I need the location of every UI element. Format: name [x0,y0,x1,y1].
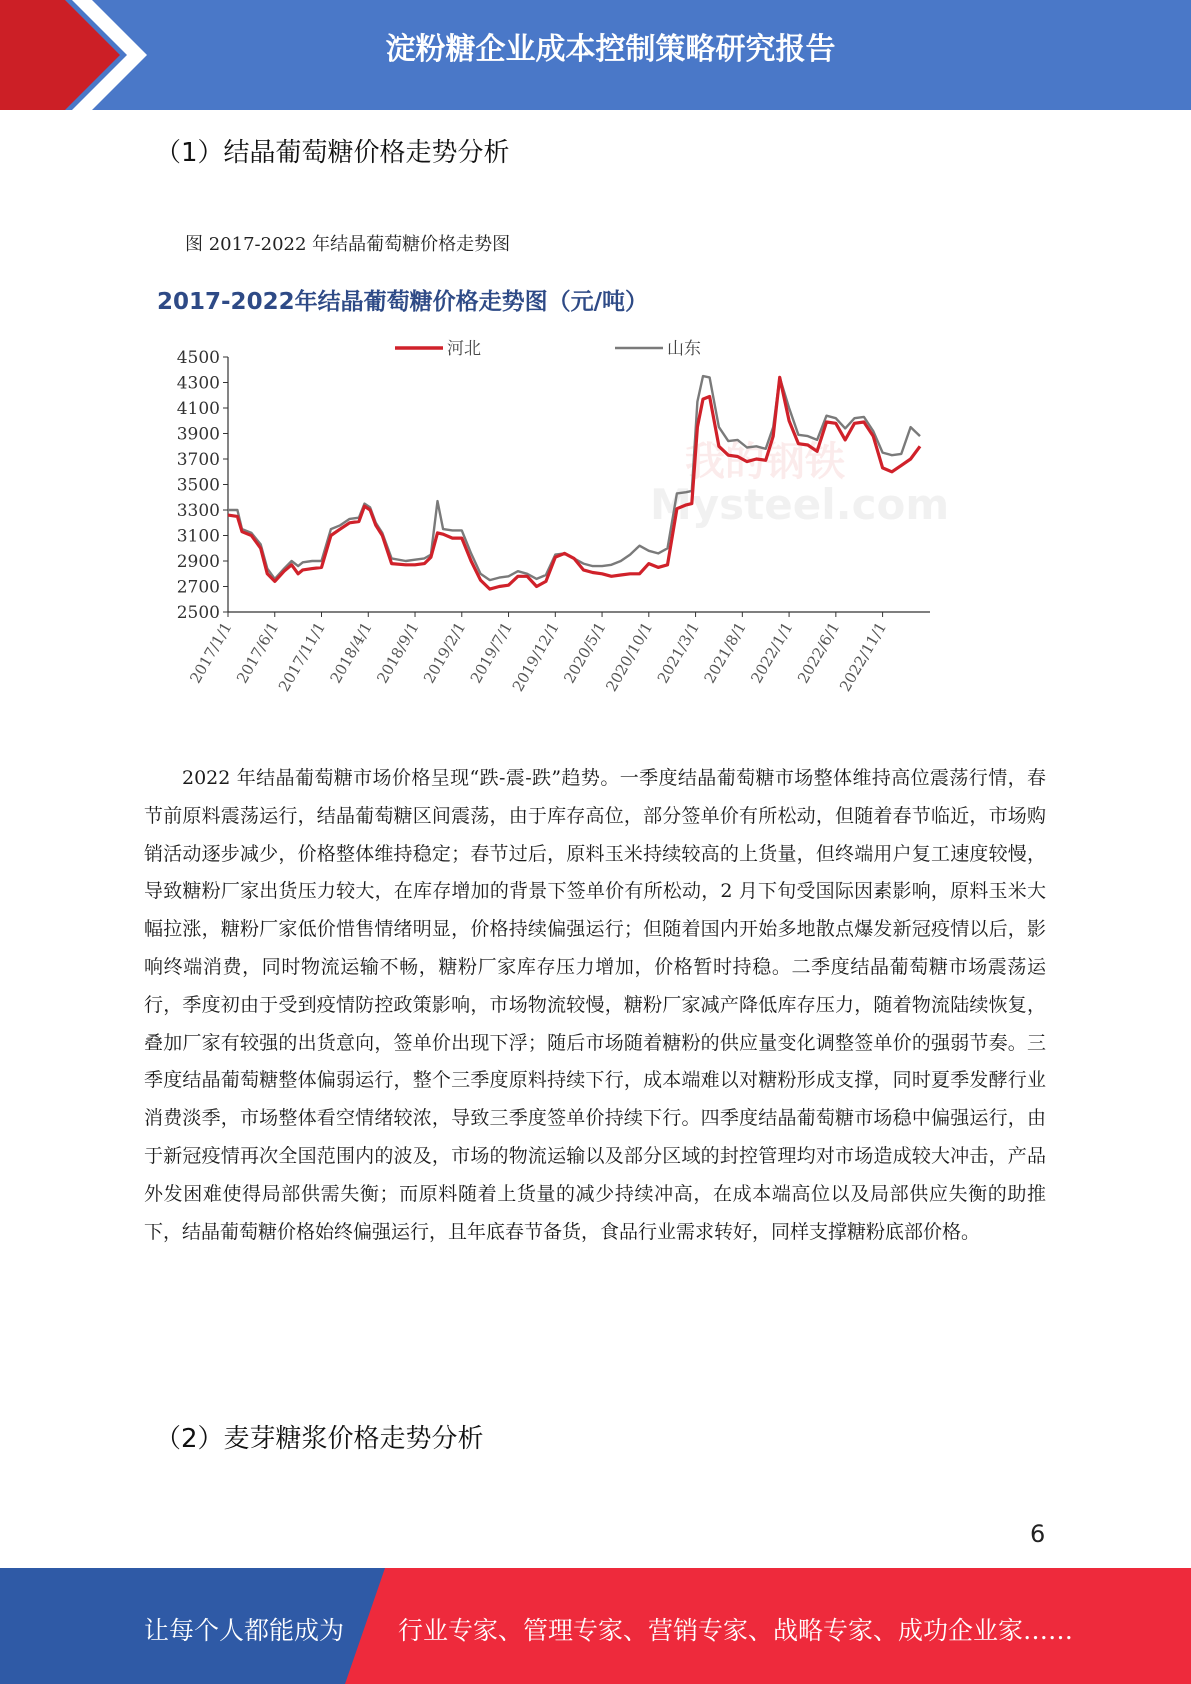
page-number: 6 [1030,1520,1046,1548]
y-tick-label: 4300 [176,373,220,394]
x-tick-label: 2022/11/1 [836,619,891,695]
chart-title: 2017-2022年结晶葡萄糖价格走势图（元/吨） [157,289,648,315]
x-tick-label: 2018/9/1 [373,619,423,687]
section-heading-maltose: （2）麦芽糖浆价格走势分析 [155,1424,484,1454]
chart-svg [150,275,1010,720]
x-tick-label: 2022/1/1 [747,619,797,687]
report-title: 淀粉糖企业成本控制策略研究报告 [385,32,836,67]
watermark-cn: 我的钢铁 [685,439,845,485]
page-header [0,0,1191,110]
footer-slogan-right: 行业专家、管理专家、营销专家、战略专家、成功企业家…… [398,1616,1074,1645]
y-tick-label: 4500 [176,348,220,368]
x-tick-label: 2022/6/1 [794,619,844,687]
y-tick-label: 3500 [176,475,220,496]
x-tick-label: 2019/7/1 [466,619,517,687]
y-tick-label: 3900 [176,424,220,445]
section-heading-glucose: （1）结晶葡萄糖价格走势分析 [155,138,510,168]
analysis-paragraph: 2022 年结晶葡萄糖市场价格呈现“跌-震-跌”趋势。一季度结晶葡萄糖市场整体维持高位震荡行情，春节前原料震荡运行，结晶葡萄糖区间震荡，由于库存高位，部分签单价有所松动，但随着春节临近，市场购销活动逐步减少，价格整体维持稳定；春节过后，原料玉米持续较高的上货量，但终端用户复工速度较慢，导致糖粉厂家出货压力较大，在库存增加的背景下签单价有所松动，2 月下旬受国际因素影响，原料玉米大幅拉涨，糖粉厂家低价惜售情绪明显，价格持续偏强运行；但随着国内开始多地散点爆发新冠疫情以后，影响终端消费，同时物流运输不畅，糖粉厂家库存压力增加，价格暂时持稳。二季度结晶葡萄糖市场震荡运行，季度初由于受到疫情防控政策影响，市场物流较慢，糖粉厂家减产降低库存压力，随着物流陆续恢复，叠加厂家有较强的出货意向，签单价出现下浮；随后市场随着糖粉的供应量变化调整签单价的强弱节奏。三季度结晶葡萄糖整体偏弱运行，整个三季度原料持续下行，成本端难以对糖粉形成支撑，同时夏季发酵行业消费淡季，市场整体看空情绪较浓，导致三季度签单价持续下行。四季度结晶葡萄糖市场稳中偏强运行，由于新冠疫情再次全国范围内的波及，市场的物流运输以及部分区域的封控管理均对市场造成较大冲击，产品外发困难使得局部供需失衡；而原料随着上货量的减少持续冲高，在成本端高位以及局部供应失衡的助推下，结晶葡萄糖价格始终偏强运行，且年底春节备货，食品行业需求转好，同样支撑糖粉底部价格。 [144,767,1046,1243]
x-tick-label: 2020/10/1 [602,619,657,695]
x-tick-label: 2019/2/1 [419,619,470,687]
y-tick-label: 3300 [176,501,220,521]
x-tick-label: 2020/5/1 [560,619,610,687]
price-trend-chart [150,275,1010,720]
y-tick-label: 3100 [176,526,220,547]
y-tick-label: 2700 [176,577,220,598]
x-tick-label: 2019/12/1 [508,619,563,695]
x-tick-label: 2021/8/1 [700,619,750,687]
x-tick-label: 2017/11/1 [274,619,329,695]
y-tick-label: 4100 [176,399,220,419]
page-footer [0,1568,1191,1684]
y-tick-label: 2500 [176,603,220,623]
series-line-hebei [228,377,920,589]
x-tick-label: 2018/4/1 [326,619,376,687]
x-tick-label: 2017/1/1 [186,619,236,687]
watermark-en: Mysteel.com [650,480,950,529]
legend-label: 河北 [447,339,481,359]
legend-label: 山东 [667,339,701,359]
footer-slogan-left: 让每个人都能成为 [144,1616,345,1645]
figure-caption: 图 2017-2022 年结晶葡萄糖价格走势图 [185,234,511,255]
series-line-shandong [228,376,920,580]
y-tick-label: 3700 [176,450,220,470]
x-tick-label: 2017/6/1 [232,619,283,687]
x-tick-label: 2021/3/1 [653,619,704,687]
y-tick-label: 2900 [176,552,220,572]
